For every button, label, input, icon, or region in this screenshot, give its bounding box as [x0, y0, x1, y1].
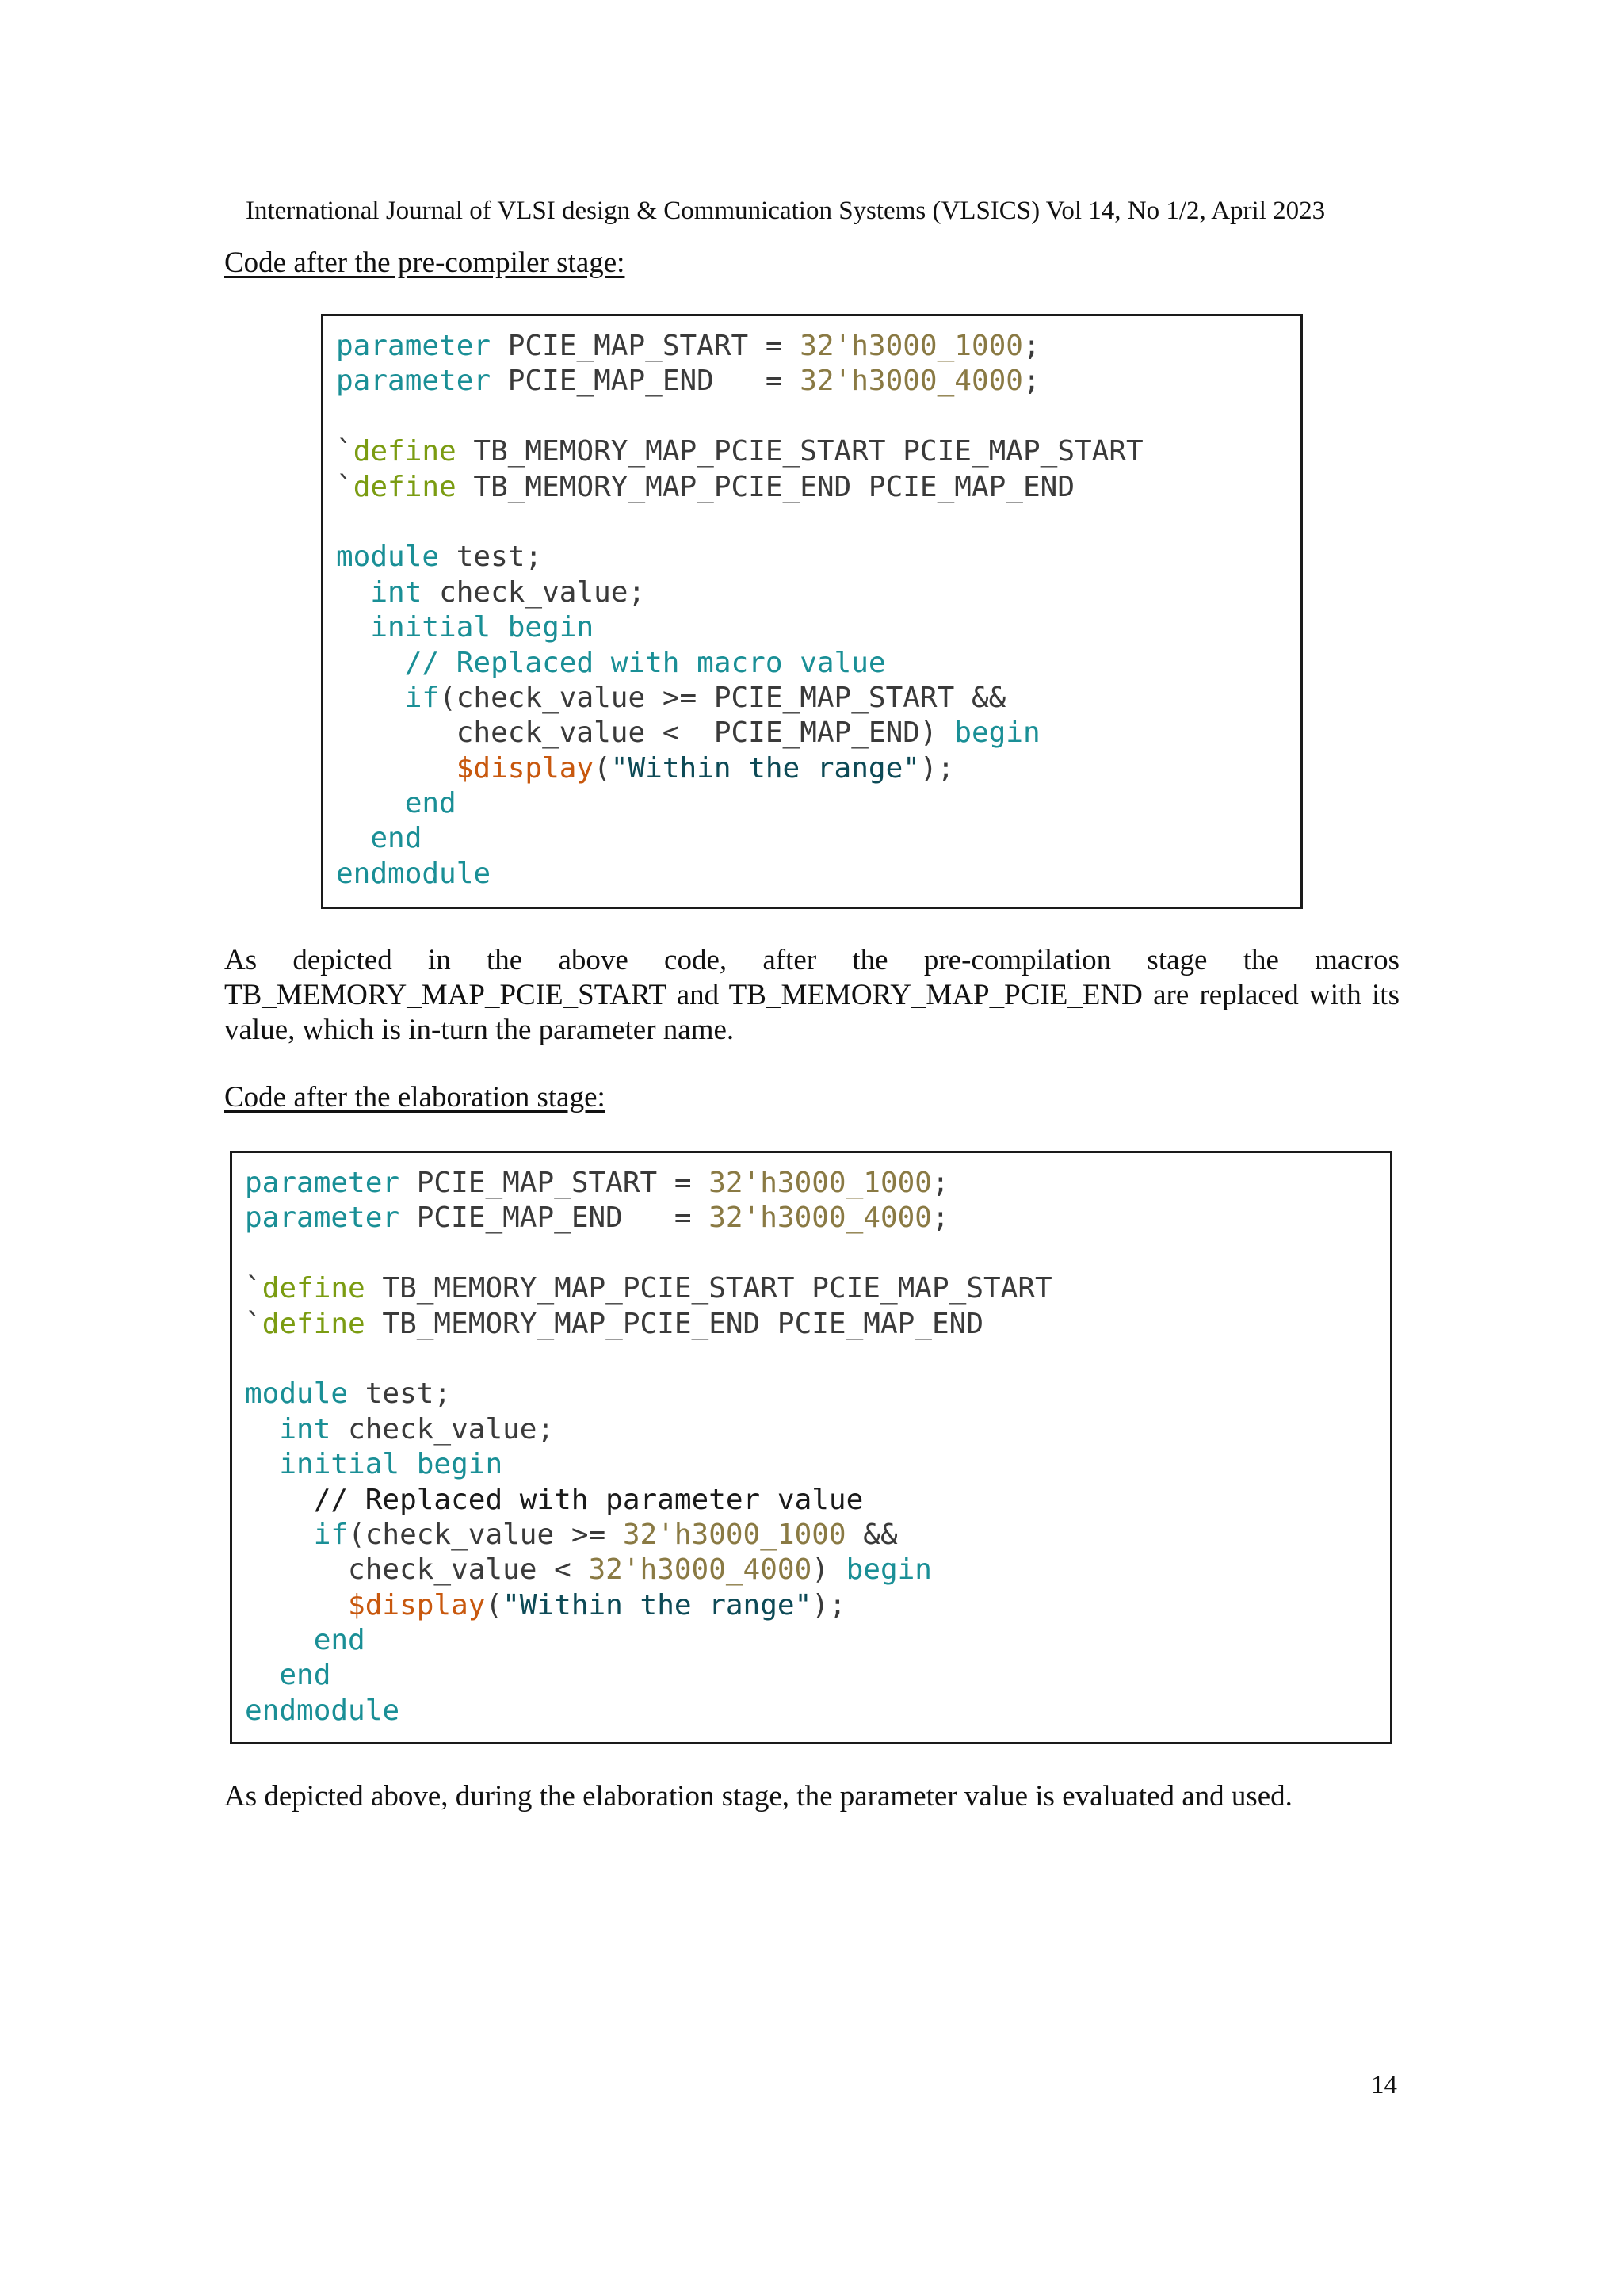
code-token: $display — [456, 751, 594, 785]
code-token: TB_MEMORY_MAP_PCIE_END PCIE_MAP_END — [365, 1307, 983, 1340]
code-token: int — [370, 575, 422, 609]
code-token: ); — [919, 751, 955, 785]
code-token: test; — [348, 1377, 452, 1411]
code-line — [245, 1623, 1052, 1658]
code-token: // Replaced with macro value — [404, 646, 886, 679]
code-block-precompiler — [321, 314, 1303, 909]
code-token: ( — [485, 1588, 503, 1622]
code-token: begin — [954, 716, 1041, 750]
code-token: $display — [348, 1588, 486, 1622]
code-token: check_value; — [330, 1412, 555, 1446]
code-line — [336, 751, 1144, 786]
code-token: ; — [931, 1201, 949, 1235]
code-line — [336, 646, 1144, 681]
code-token — [336, 752, 456, 785]
code-token — [245, 1484, 314, 1516]
code-token: ` — [245, 1307, 262, 1340]
code-token: end — [279, 1659, 331, 1692]
code-line — [336, 681, 1144, 716]
code-token — [245, 1589, 348, 1622]
code-line — [336, 540, 1144, 575]
code-token: ` — [336, 470, 353, 503]
code-token: initial begin — [370, 611, 594, 644]
code-token — [336, 682, 405, 714]
code-token: ; — [1022, 330, 1041, 362]
code-line — [336, 610, 1144, 645]
code-token: TB_MEMORY_MAP_PCIE_START PCIE_MAP_START — [365, 1272, 1052, 1305]
code-token: parameter — [336, 365, 491, 398]
code-line — [336, 329, 1144, 364]
code-token: 32'h3000_4000 — [588, 1553, 812, 1587]
code-line — [336, 716, 1144, 751]
code-token — [245, 1448, 279, 1480]
code-token: "Within the range" — [502, 1588, 812, 1622]
code-line — [336, 505, 1144, 540]
code-token — [336, 611, 370, 644]
code-line — [336, 821, 1144, 856]
code-token: end — [370, 822, 422, 855]
paragraph-macros-replaced: As depicted in the above code, after the pre-compilation stage the macros TB_MEMORY_MAP_PCIE_START and TB_MEMORY_MAP_PCIE_END are replaced with its value, which is in-turn the parameter name. — [224, 944, 1400, 1046]
code-line — [245, 1658, 1052, 1693]
code-block-elaboration — [230, 1151, 1392, 1744]
code-token: 32'h3000_4000 — [800, 365, 1023, 398]
code-token — [245, 1519, 314, 1551]
code-line — [245, 1588, 1052, 1623]
code-token: begin — [846, 1553, 932, 1587]
code-token: ( — [594, 751, 611, 785]
code-line — [245, 1201, 1052, 1236]
code-token: // Replaced with parameter value — [313, 1483, 864, 1516]
code-line — [245, 1342, 1052, 1377]
code-token: parameter — [245, 1167, 400, 1199]
code-token: end — [313, 1624, 365, 1657]
paragraph-elaboration-summary: As depicted above, during the elaboration stage, the parameter value is evaluated and used. — [224, 1780, 1293, 1813]
code-token: check_value; — [422, 575, 646, 609]
code-line — [336, 786, 1144, 821]
code-token: PCIE_MAP_START = — [491, 330, 800, 362]
code-token: 32'h3000_4000 — [708, 1201, 932, 1235]
code-token: ) — [812, 1553, 846, 1587]
code-token: define — [353, 470, 456, 503]
code-token: 32'h3000_1000 — [800, 330, 1023, 362]
code-token: if — [313, 1518, 349, 1551]
code-line — [245, 1518, 1052, 1553]
code-token — [245, 1659, 279, 1691]
code-token: (check_value >= PCIE_MAP_START && — [439, 681, 1006, 714]
code-token: TB_MEMORY_MAP_PCIE_END PCIE_MAP_END — [456, 470, 1075, 503]
code-token: parameter — [336, 330, 491, 362]
code-token: int — [279, 1412, 331, 1446]
code-token: module — [245, 1377, 349, 1411]
code-line — [245, 1271, 1052, 1306]
running-header: International Journal of VLSI design & Communication Systems (VLSICS) Vol 14, No 1/2, April 2023 — [246, 197, 1326, 225]
code-line — [245, 1694, 1052, 1729]
section-heading-elaboration: Code after the elaboration stage: — [224, 1081, 605, 1114]
code-token: test; — [439, 541, 543, 574]
code-line — [245, 1553, 1052, 1587]
code-line — [245, 1412, 1052, 1447]
code-token: parameter — [245, 1201, 400, 1235]
code-token: endmodule — [336, 857, 491, 890]
code-token: "Within the range" — [610, 751, 920, 785]
code-token: check_value < — [245, 1553, 589, 1587]
code-token: ` — [336, 435, 353, 468]
code-token: if — [404, 681, 440, 714]
code-token — [245, 1413, 279, 1446]
code-listing — [245, 1166, 1052, 1729]
code-line — [336, 434, 1144, 469]
code-token: ; — [1022, 365, 1041, 398]
code-token: module — [336, 541, 440, 574]
code-line — [336, 399, 1144, 434]
code-line — [245, 1307, 1052, 1342]
code-token: PCIE_MAP_START = — [399, 1167, 709, 1199]
code-token — [336, 576, 370, 609]
code-token: define — [353, 435, 456, 468]
code-line — [245, 1377, 1052, 1412]
code-token: endmodule — [245, 1694, 400, 1727]
code-token: && — [846, 1518, 898, 1551]
code-token — [245, 1624, 314, 1656]
code-token: (check_value >= — [348, 1518, 623, 1551]
code-token: TB_MEMORY_MAP_PCIE_START PCIE_MAP_START — [456, 435, 1144, 468]
code-token: PCIE_MAP_END = — [399, 1201, 709, 1235]
code-line — [336, 857, 1144, 892]
section-heading-precompiler: Code after the pre-compiler stage: — [224, 246, 625, 279]
code-line — [245, 1166, 1052, 1201]
code-token: define — [262, 1307, 365, 1340]
code-listing — [336, 329, 1144, 892]
code-token — [336, 647, 405, 679]
code-line — [336, 364, 1144, 399]
code-token: ; — [931, 1167, 949, 1199]
code-token — [336, 822, 370, 854]
code-token: end — [404, 787, 456, 820]
code-token: PCIE_MAP_END = — [491, 365, 800, 398]
code-token: 32'h3000_1000 — [622, 1518, 846, 1551]
code-line — [245, 1483, 1052, 1518]
code-token: ); — [812, 1588, 846, 1622]
code-token: define — [262, 1272, 365, 1305]
code-token — [336, 787, 405, 819]
code-token: 32'h3000_1000 — [708, 1167, 932, 1199]
code-line — [336, 470, 1144, 505]
code-line — [245, 1236, 1052, 1271]
code-token: check_value < PCIE_MAP_END) — [336, 716, 955, 750]
code-line — [336, 575, 1144, 610]
code-token: ` — [245, 1272, 262, 1305]
code-token: initial begin — [279, 1448, 503, 1481]
page-number: 14 — [1371, 2071, 1397, 2099]
code-line — [245, 1447, 1052, 1482]
